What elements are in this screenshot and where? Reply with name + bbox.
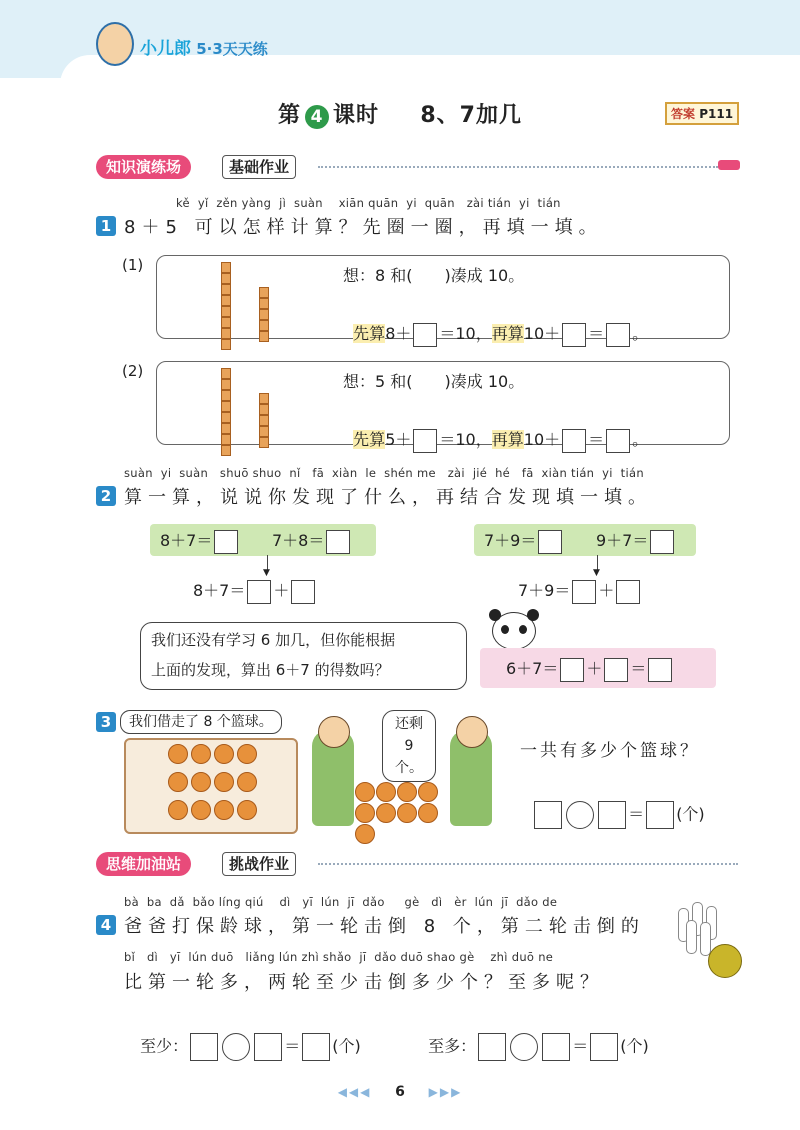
q1-part2-equation: 先算5＋ ＝10，再算10＋ ＝ 。	[343, 408, 648, 453]
answer-box[interactable]	[214, 530, 238, 554]
cube-tower-ten	[221, 368, 231, 456]
right-equation-a: 7＋9＝	[484, 528, 564, 554]
answer-box[interactable]	[413, 429, 437, 453]
right-equation-c: 7＋9＝ ＋	[518, 578, 642, 604]
pencil-icon	[718, 160, 740, 170]
answer-box[interactable]	[562, 429, 586, 453]
q3-speech-remaining: 还剩 9 个。	[382, 710, 436, 782]
answer-box[interactable]	[572, 580, 596, 604]
lesson-title: 第 4 课时 8、7加几	[278, 103, 522, 128]
answer-box[interactable]	[326, 530, 350, 554]
q3-answer-row: ＝ (个)	[522, 782, 705, 829]
q4-pinyin-2: bǐ dì yī lún duō liǎng lún zhì shǎo jī dǎo duō shao gè zhì duō ne	[124, 950, 554, 964]
bowling-ball-icon	[708, 944, 742, 978]
q4-pinyin-1: bà ba dǎ bǎo líng qiú dì yī lún jī dǎo gè dì èr lún jī dǎo de	[124, 895, 558, 909]
section-label-thinking: 思维加油站	[96, 852, 191, 876]
q1-pinyin: kě yǐ zěn yàng jì suàn xiān quān yi quān zài tián yi tián	[176, 196, 561, 210]
page-number: 6	[395, 1084, 405, 1100]
operator-circle[interactable]	[222, 1033, 250, 1061]
answer-box[interactable]	[302, 1033, 330, 1061]
mascot-icon	[96, 22, 134, 66]
operator-circle[interactable]	[510, 1033, 538, 1061]
q4-text-1: 爸爸打保龄球，第一轮击倒 8 个，第二轮击倒的	[124, 916, 645, 937]
q1-part2-label: (2)	[122, 362, 144, 380]
pink-equation: 6＋7＝ ＋ ＝	[506, 656, 674, 682]
answer-box[interactable]	[254, 1033, 282, 1061]
q3-number: 3	[96, 712, 116, 732]
lesson-topic: 8、7加几	[420, 103, 522, 128]
answer-box[interactable]	[646, 801, 674, 829]
right-arrows-icon: ▶▶▶	[428, 1085, 463, 1099]
q1-part1-label: (1)	[122, 256, 144, 274]
ball-row	[168, 772, 257, 792]
operator-circle[interactable]	[566, 801, 594, 829]
brand-logo: 小儿郎 5·3天天练	[140, 39, 268, 59]
q1-number: 1	[96, 216, 116, 236]
cube-tower-ten	[221, 262, 231, 350]
answer-box[interactable]	[598, 801, 626, 829]
answer-box[interactable]	[616, 580, 640, 604]
section-label-knowledge: 知识演练场	[96, 155, 191, 179]
answer-box[interactable]	[604, 658, 628, 682]
q1-part1-think: 想：8 和( )凑成 10。	[343, 266, 525, 285]
answer-box[interactable]	[562, 323, 586, 347]
arrow-down-icon: ▼	[263, 568, 270, 578]
basketball-pile	[355, 782, 447, 844]
q4-number: 4	[96, 915, 116, 935]
q4-most-row: 至多： ＝ (个)	[418, 1014, 649, 1061]
answer-box[interactable]	[606, 429, 630, 453]
ball-row	[168, 744, 257, 764]
answer-box[interactable]	[478, 1033, 506, 1061]
left-equation-a: 8＋7＝	[160, 528, 240, 554]
ball-row	[168, 800, 257, 820]
cube-tower-five	[259, 393, 269, 448]
divider	[318, 166, 718, 168]
section-sub-basic: 基础作业	[222, 155, 296, 179]
left-equation-c: 8＋7＝ ＋	[193, 578, 317, 604]
header-curve	[60, 55, 800, 85]
q3-speech-borrowed: 我们借走了 8 个篮球。	[120, 710, 282, 734]
q1-part1-equation: 先算8＋ ＝10，再算10＋ ＝ 。	[343, 302, 648, 347]
arrow-down-icon: ▼	[593, 568, 600, 578]
q4-text-2: 比第一轮多，两轮至少击倒多少个？至多呢？	[124, 972, 604, 993]
answer-box[interactable]	[190, 1033, 218, 1061]
boy-head	[318, 716, 350, 748]
page-footer	[0, 1084, 800, 1100]
answer-box[interactable]	[560, 658, 584, 682]
answer-box[interactable]	[590, 1033, 618, 1061]
divider	[318, 863, 738, 865]
cube-tower-five	[259, 287, 269, 342]
q1-part2-think: 想：5 和( )凑成 10。	[343, 372, 525, 391]
hint-speech-bubble: 我们还没有学习 6 加几，但你能根据 上面的发现，算出 6＋7 的得数吗？	[140, 622, 467, 690]
answer-box[interactable]	[538, 530, 562, 554]
answer-box[interactable]	[534, 801, 562, 829]
q1-text: 8＋5 可以怎样计算？先圈一圈，再填一填。	[124, 217, 603, 238]
answer-box[interactable]	[606, 323, 630, 347]
answer-box[interactable]	[542, 1033, 570, 1061]
lesson-number-badge: 4	[305, 105, 329, 129]
boy-head	[456, 716, 488, 748]
answer-box[interactable]	[291, 580, 315, 604]
q4-least-row: 至少： ＝ (个)	[130, 1014, 361, 1061]
panda-icon	[492, 612, 536, 650]
answer-tag: 答案 P111	[665, 102, 739, 125]
q2-pinyin: suàn yi suàn shuō shuo nǐ fā xiàn le shén me zài jié hé fā xiàn tián yi tián	[124, 466, 644, 480]
q2-number: 2	[96, 486, 116, 506]
answer-box[interactable]	[247, 580, 271, 604]
answer-box[interactable]	[650, 530, 674, 554]
left-equation-b: 7＋8＝	[272, 528, 352, 554]
q2-text: 算一算，说说你发现了什么，再结合发现填一填。	[124, 487, 652, 508]
section-sub-challenge: 挑战作业	[222, 852, 296, 876]
left-arrows-icon: ◀◀◀	[337, 1085, 372, 1099]
q3-question: 一共有多少个篮球？	[520, 741, 700, 761]
right-equation-b: 9＋7＝	[596, 528, 676, 554]
answer-box[interactable]	[413, 323, 437, 347]
answer-box[interactable]	[648, 658, 672, 682]
